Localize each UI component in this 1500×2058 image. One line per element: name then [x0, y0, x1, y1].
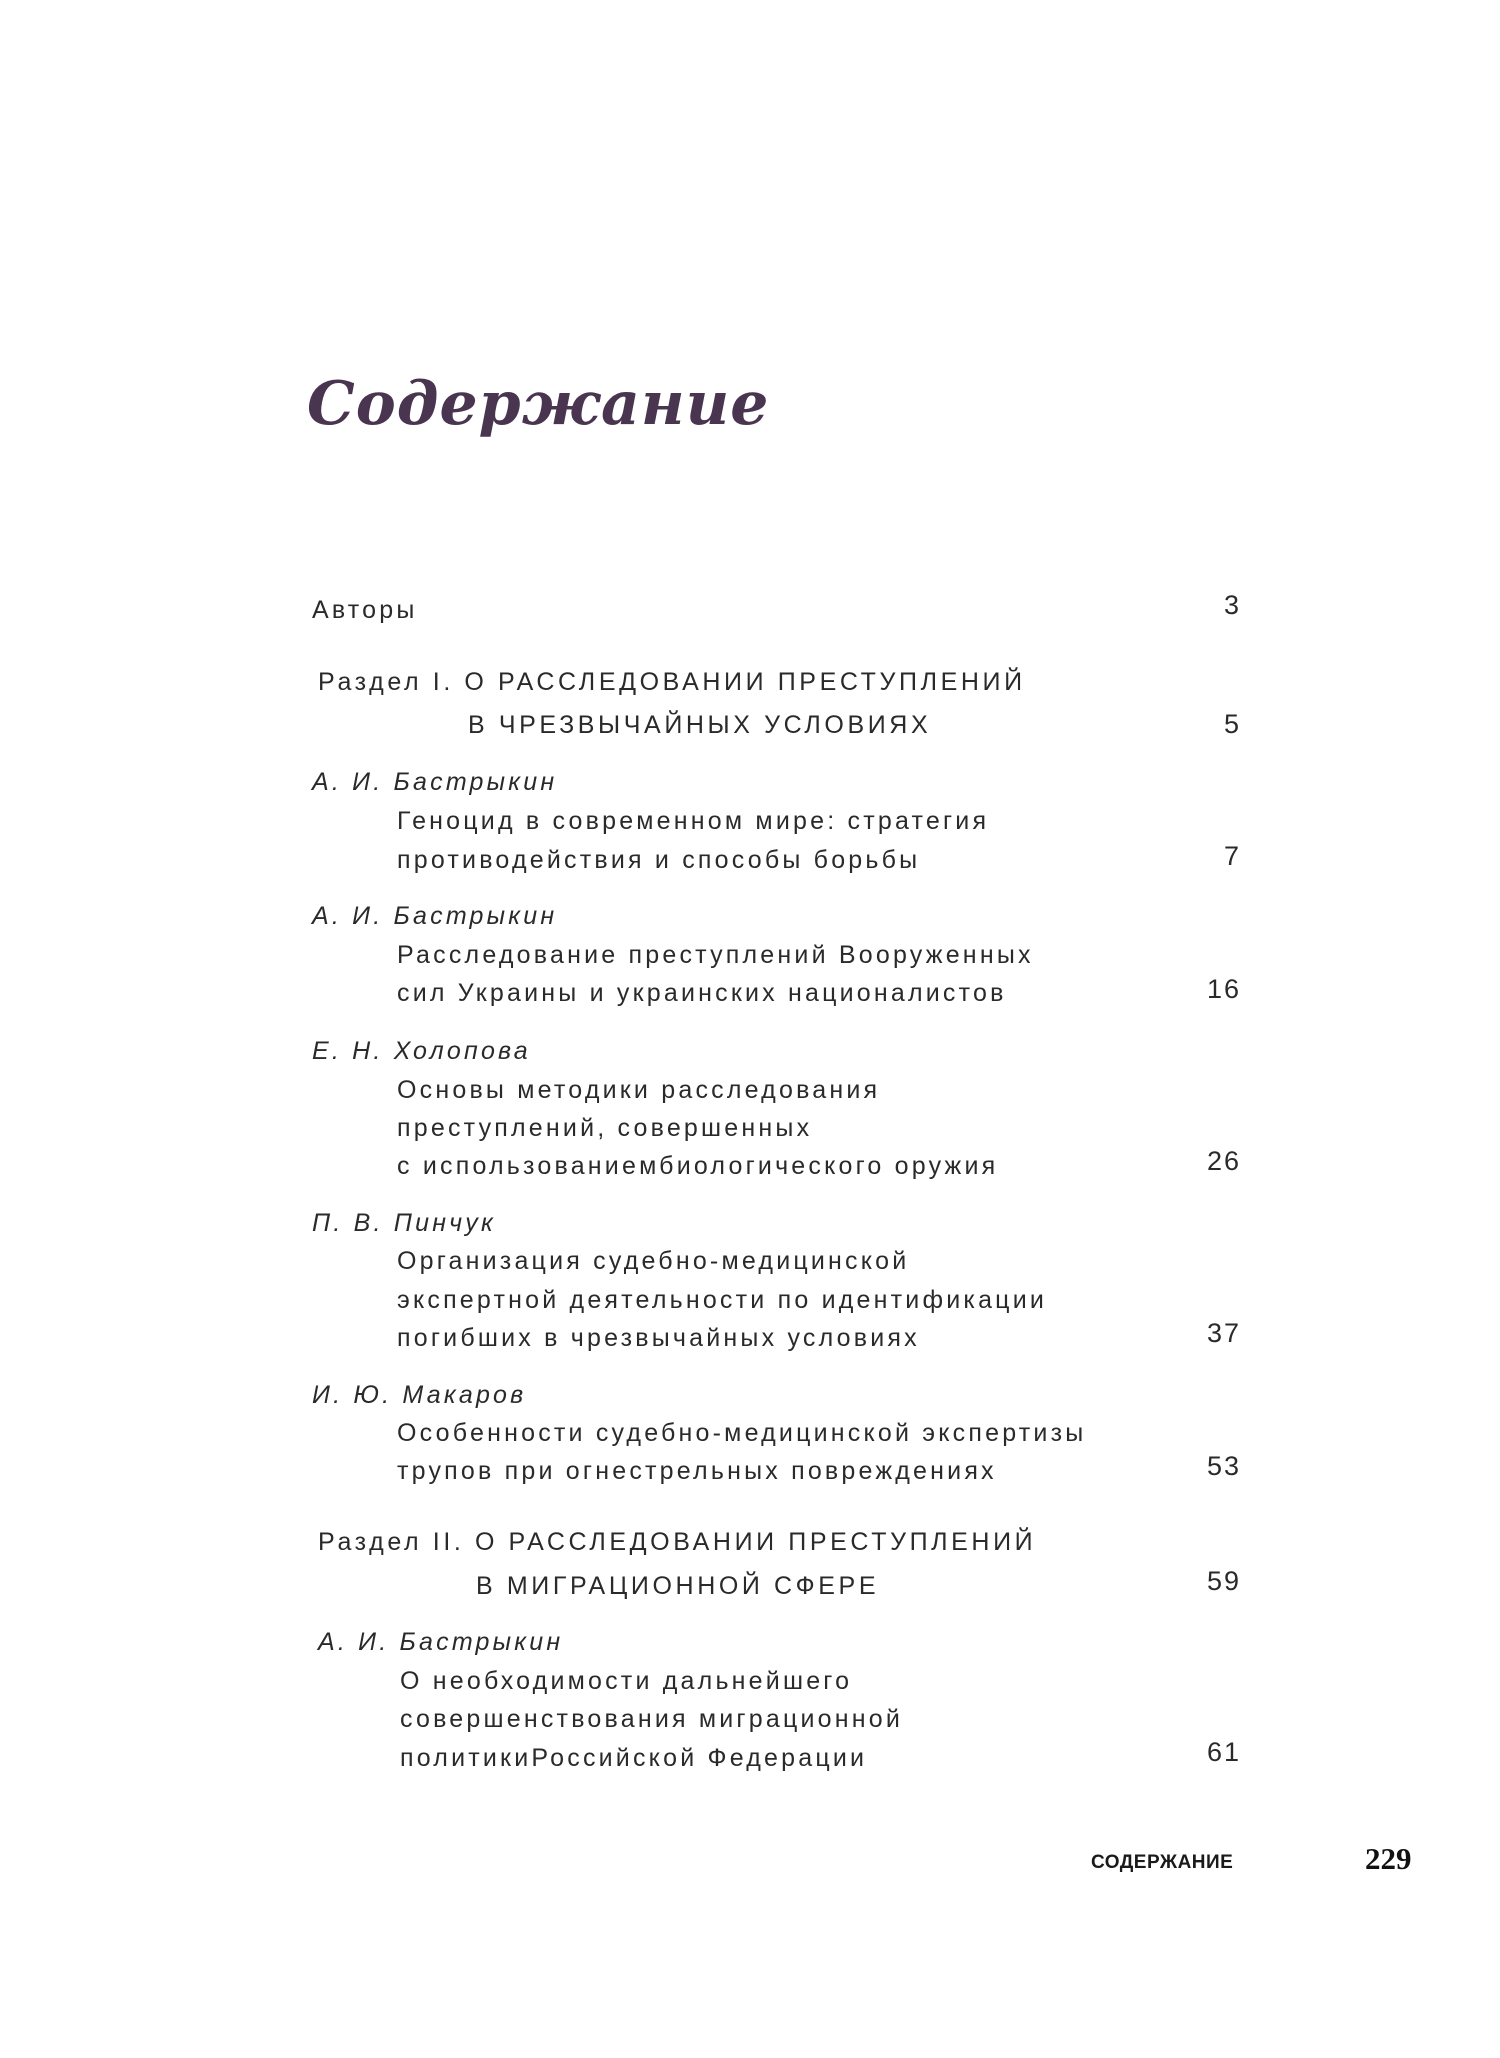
toc-article-author: А. И. Бастрыкин — [318, 1628, 564, 1656]
toc-section-title[interactable]: Раздел II. О РАССЛЕДОВАНИИ ПРЕСТУПЛЕНИЙ — [318, 1528, 1037, 1556]
toc-article-title[interactable]: О необходимости дальнейшего — [400, 1667, 853, 1695]
toc-page-number: 3 — [1223, 590, 1241, 620]
toc-article-title[interactable]: Геноцид в современном мире: стратегия — [397, 807, 990, 835]
toc-article-author: П. В. Пинчук — [312, 1209, 496, 1237]
toc-page-number: 26 — [1206, 1146, 1241, 1176]
toc-article-title[interactable]: Особенности судебно-медицинской экспертизы — [397, 1419, 1087, 1447]
toc-entry-authors[interactable]: Авторы — [312, 596, 418, 624]
toc-page-number: 5 — [1223, 709, 1241, 739]
toc-article-title-cont[interactable]: погибших в чрезвычайных условиях — [397, 1324, 920, 1352]
toc-article-author: Е. Н. Холопова — [312, 1037, 531, 1065]
toc-article-title-cont[interactable]: противодействия и способы борьбы — [397, 846, 921, 874]
toc-section-title[interactable]: Раздел I. О РАССЛЕДОВАНИИ ПРЕСТУПЛЕНИЙ — [318, 668, 1026, 696]
toc-article-title-cont[interactable]: политикиРоссийской Федерации — [400, 1744, 868, 1772]
toc-article-author: И. Ю. Макаров — [312, 1381, 527, 1409]
footer-page-number: 229 — [1365, 1841, 1412, 1876]
toc-article-title[interactable]: Расследование преступлений Вооруженных — [397, 941, 1034, 969]
toc-page-number: 16 — [1206, 974, 1241, 1004]
toc-page-number: 59 — [1206, 1566, 1241, 1596]
toc-article-title[interactable]: Основы методики расследования — [397, 1076, 881, 1104]
toc-article-title-cont[interactable]: совершенствования миграционной — [400, 1705, 904, 1733]
toc-article-title-cont[interactable]: экспертной деятельности по идентификации — [397, 1286, 1048, 1314]
toc-article-author: А. И. Бастрыкин — [312, 768, 558, 796]
toc-page-number: 37 — [1206, 1318, 1241, 1348]
toc-page-number: 7 — [1223, 841, 1241, 871]
toc-article-title-cont[interactable]: с использованиембиологического оружия — [397, 1152, 999, 1180]
toc-section-title-cont[interactable]: В ЧРЕЗВЫЧАЙНЫХ УСЛОВИЯХ — [468, 711, 932, 739]
toc-page-number: 61 — [1206, 1737, 1241, 1767]
page-title: Содержание — [307, 369, 770, 439]
toc-page-number: 53 — [1206, 1451, 1241, 1481]
toc-article-author: А. И. Бастрыкин — [312, 902, 558, 930]
running-footer-label: СОДЕРЖАНИЕ — [1091, 1852, 1234, 1873]
toc-article-title-cont[interactable]: сил Украины и украинских националистов — [397, 979, 1007, 1007]
toc-article-title[interactable]: Организация судебно-медицинской — [397, 1247, 910, 1275]
toc-article-title-cont[interactable]: преступлений, совершенных — [397, 1114, 813, 1142]
toc-article-title-cont[interactable]: трупов при огнестрельных повреждениях — [397, 1457, 997, 1485]
toc-section-title-cont[interactable]: В МИГРАЦИОННОЙ СФЕРЕ — [476, 1572, 880, 1600]
